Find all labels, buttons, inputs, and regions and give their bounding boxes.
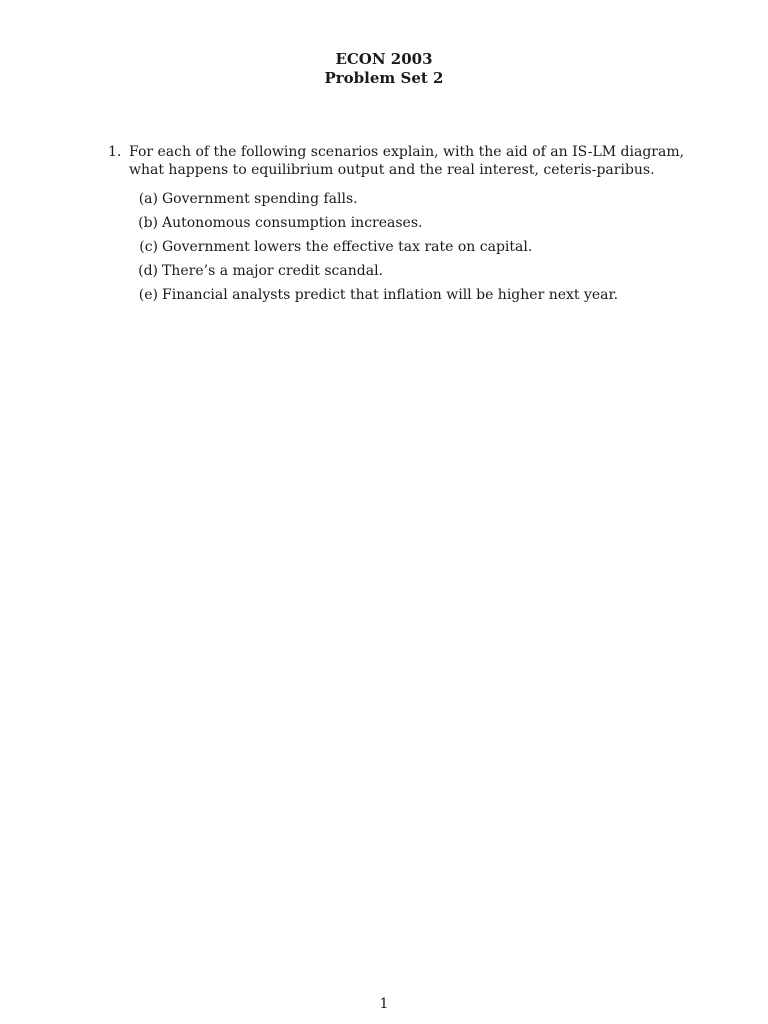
part-text: Government lowers the effective tax rate on capital.: [162, 239, 533, 255]
question-number: 1.: [108, 144, 122, 160]
part-label: (a): [138, 191, 158, 207]
part-text: Autonomous consumption increases.: [162, 215, 423, 231]
part-label: (d): [138, 263, 158, 279]
part-label: (c): [139, 239, 158, 255]
list-item: [126, 238, 686, 262]
course-code: ECON 2003: [335, 50, 433, 68]
page-number: 1: [379, 996, 389, 1012]
question-1: [108, 143, 688, 179]
question-text: For each of the following scenarios explain, with the aid of an IS-LM diagram, what happens to equilibrium output and the real interest, ceteris-paribus.: [129, 144, 685, 178]
part-text: Government spending falls.: [162, 191, 358, 207]
list-item: [126, 286, 686, 310]
document-header: [0, 50, 768, 88]
part-label: (e): [138, 287, 158, 303]
list-item: [126, 262, 686, 286]
part-text: Financial analysts predict that inflation will be higher next year.: [162, 287, 619, 303]
list-item: [126, 214, 686, 238]
part-text: There’s a major credit scandal.: [162, 263, 383, 279]
document-title: Problem Set 2: [324, 69, 444, 87]
list-item: [126, 190, 686, 214]
question-parts-list: [126, 190, 686, 310]
part-label: (b): [138, 215, 158, 231]
